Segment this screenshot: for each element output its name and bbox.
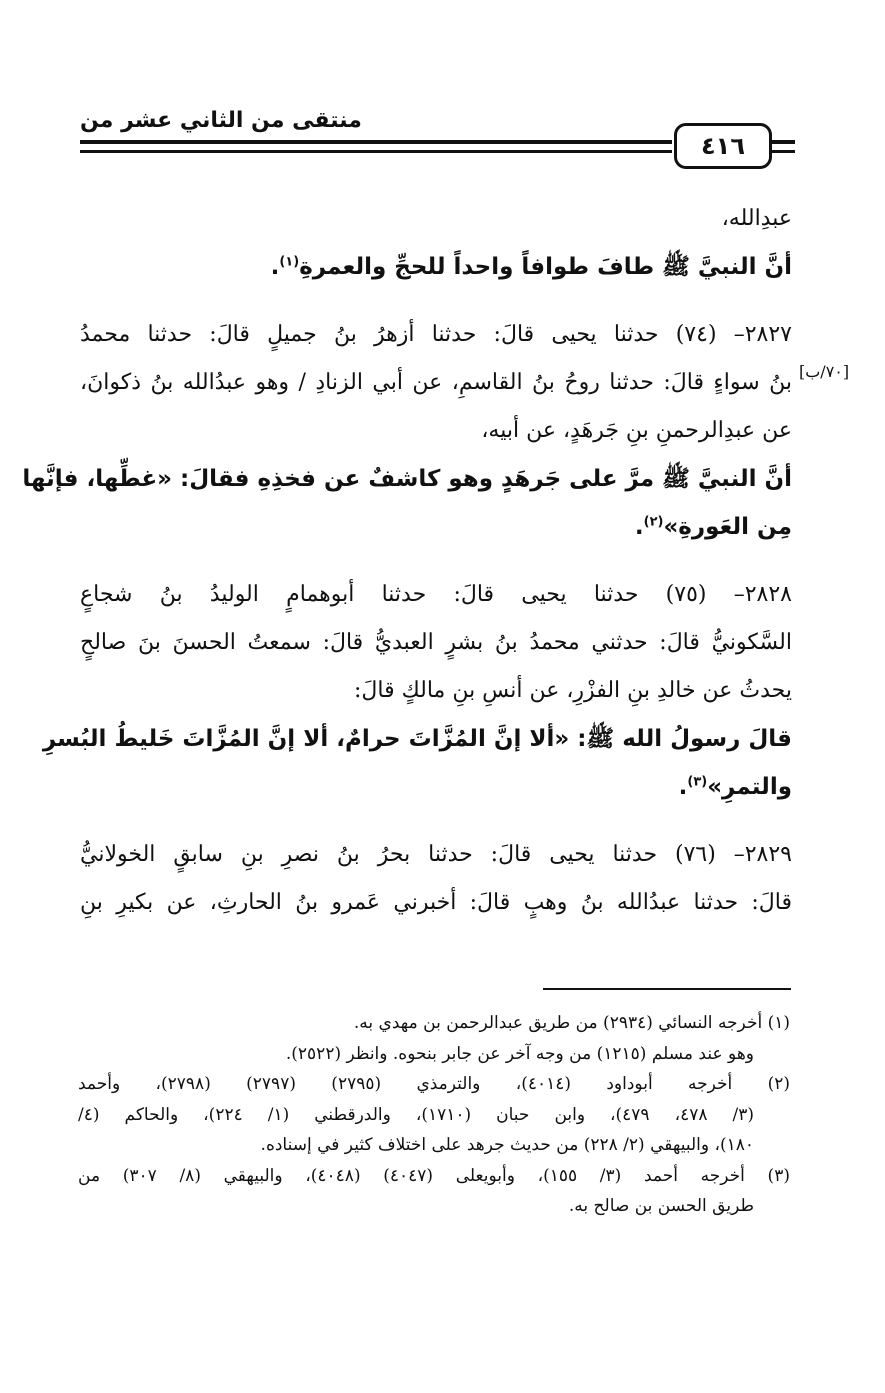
footnote-line: (١) أخرجه النسائي (٢٩٣٤) من طريق عبدالرحمن بن مهدي به. [353,1013,790,1033]
header-rule-thin [80,150,672,153]
footnote-ref: (١) [279,254,300,270]
footnote-ref: (٢) [643,514,664,530]
footnote-separator [543,988,791,990]
isnad-line: عن عبدِالرحمنِ بنِ جَرهَدٍ، عن أبيه، [481,418,792,443]
hadith-text: أنَّ النبيَّ ﷺ طافَ طوافاً واحداً للحجِّ والعمرةِ [299,254,792,280]
hadith-matn [80,243,792,291]
hadith-matn: قالَ رسولُ الله ﷺ: «ألا إنَّ المُزَّاتَ حرامٌ، ألا إنَّ المُزَّاتَ خَليطُ البُسرِ [42,726,792,752]
footnote-ref: (٣) [687,774,708,790]
hadith-matn [80,503,792,551]
isnad-line: السَّكونيُّ قالَ: حدثني محمدُ بنُ بشرٍ العبديُّ قالَ: سمعتُ الحسنَ بنَ صالحٍ [80,630,792,655]
footnote-line: ١٨٠)، والبيهقي (٢/ ٢٢٨) من حديث جرهد على اختلاف كثير في إسناده. [260,1135,754,1155]
hadith-matn [80,763,792,811]
footnote-line: طريق الحسن بن صالح به. [568,1196,754,1216]
manuscript-folio-marker: [٧٠/ب] [799,362,850,381]
hadith-text: والتمرِ» [707,774,792,800]
isnad-line: بنُ سواءٍ قالَ: حدثنا روحُ بنُ القاسمِ، عن أبي الزنادِ / وهو عبدُالله بنُ ذكوانَ، [80,370,792,395]
hadith-text: مِن العَورةِ» [663,514,792,540]
page-number: ٤١٦ [674,123,772,169]
footnotes [78,1008,790,1222]
header-rule-right-thick [770,140,795,144]
isnad-line: يحدثُ عن خالدِ بنِ الفزْرِ، عن أنسِ بنِ مالكٍ قالَ: [353,678,792,703]
main-text [22,195,792,927]
period: . [678,774,688,800]
header-rule-thick [80,140,672,144]
hadith-matn: أنَّ النبيَّ ﷺ مرَّ على جَرهَدٍ وهو كاشفٌ عن فخذِهِ فقالَ: «غطِّها، فإنَّها [22,466,792,492]
isnad-line: ٢٨٢٨– (٧٥) حدثنا يحيى قالَ: حدثنا أبوهمامٍ الوليدُ بنُ شجاعٍ [80,582,792,607]
running-title: منتقى من الثاني عشر من [80,108,362,133]
footnote-line: (٣) أخرجه أحمد (٣/ ١٥٥)، وأبويعلى (٤٠٤٧) (٤٠٤٨)، والبيهقي (٨/ ٣٠٧) من [78,1165,790,1186]
period: . [634,514,644,540]
isnad-line: ٢٨٢٩– (٧٦) حدثنا يحيى قالَ: حدثنا بحرُ بنُ نصرِ بنِ سابقٍ الخولانيُّ [80,842,792,867]
footnote-line: (٢) أخرجه أبوداود (٤٠١٤)، والترمذي (٢٧٩٥) (٢٧٩٧) (٢٧٩٨)، وأحمد [78,1074,790,1094]
footnote-line: (٣/ ٤٧٨، ٤٧٩)، وابن حبان (١٧١٠)، والدرقطني (١/ ٢٢٤)، والحاكم (٤/ [78,1104,754,1125]
isnad-line: قالَ: حدثنا عبدُالله بنُ وهبٍ قالَ: أخبرني عَمرو بنُ الحارثِ، عن بكيرِ بنِ [80,890,792,915]
period: . [270,254,280,280]
footnote-line: وهو عند مسلم (١٢١٥) من وجه آخر عن جابر بنحوه. وانظر (٢٥٢٢). [285,1043,754,1064]
header-rule-right-thin [770,150,795,153]
text-line: عبدِالله، [721,206,792,231]
page-header [80,108,795,168]
isnad-line: ٢٨٢٧– (٧٤) حدثنا يحيى قالَ: حدثنا أزهرُ بنُ جميلٍ قالَ: حدثنا محمدُ [80,322,792,347]
